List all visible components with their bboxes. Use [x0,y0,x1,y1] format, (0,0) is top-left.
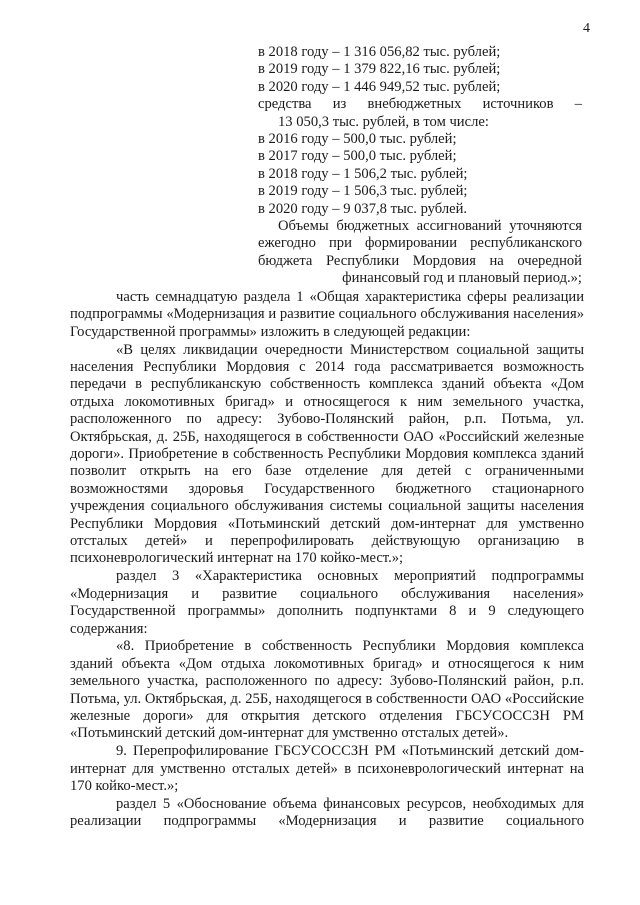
funding-line-2019: в 2019 году – 1 379 822,16 тыс. рублей; [258,61,501,78]
extrabudgetary-line-2018: в 2018 году – 1 506,2 тыс. рублей; [258,165,468,182]
paragraph-section-1-amendment: часть семнадцатую раздела 1 «Общая характеристика сферы реализации подпрограммы «Модернизация и развитие социального обслуживания населения» Государственной программы» изложить в следующей редакции: [70,289,584,340]
funding-line-2018: в 2018 году – 1 316 056,82 тыс. рублей; [258,44,501,60]
funding-column [258,44,582,288]
extrabudgetary-line-2017: в 2017 году – 500,0 тыс. рублей; [258,148,457,165]
paragraph-section-1-new-text: «В целях ликвидации очередности Министерством социальной защиты населения Республики Мордовия с 2014 года рассматривается возможность передачи в республиканскую собственность комплекса зданий объекта «Дом отдыха локомотивных бригад» и относящегося к ним земельного участка, расположенного по адресу: Зубово-Полянский район, р.п. Потьма, ул. Октябрьская, д. 25Б, находящегося в собственности ОАО «Российский железные дороги». Приобретение в собственность Республики Мордовия комплекса зданий позволит открыть на его базе отделение для детей с ограниченными возможностями здоровья Государственного бюджетного стационарного учреждения социального обслуживания системы социальной защиты населения Республики Мордовия «Потьминский детский дом-интернат для умственно отсталых детей» и перепрофилировать действующую организацию в психоневрологический интернат на 170 койко-мест.»; [70,341,584,567]
paragraph-section-3-amendment: раздел 3 «Характеристика основных мероприятий подпрограммы «Модернизация и развитие социального обслуживания населения» Государственной программы» дополнить подпунктами 8 и 9 следующего содержания: [70,568,584,637]
paragraph-subitem-9: 9. Перепрофилирование ГБСУСОССЗН РМ «Потьминский детский дом-интернат для умственно отсталых детей» в психоневрологический интернат на 170 койко-мест.»; [70,743,584,794]
note-line-1: Объемы бюджетных ассигнований уточняются [278,218,582,235]
note-line-2: ежегодно при формировании республиканского [258,235,582,252]
paragraph-section-5-amendment: раздел 5 «Обоснование объема финансовых ресурсов, необходимых для реализации подпрограммы «Модернизация и развитие социального [70,795,584,830]
extrabudgetary-total: 13 050,3 тыс. рублей, в том числе: [278,113,489,130]
page-number: 4 [583,21,590,36]
extrabudgetary-line-2016: в 2016 году – 500,0 тыс. рублей; [258,131,457,148]
document-body [70,289,584,831]
extrabudgetary-line-2020: в 2020 году – 9 037,8 тыс. рублей. [258,200,468,217]
extrabudgetary-line-2019: в 2019 году – 1 506,3 тыс. рублей; [258,183,468,200]
note-line-3: бюджета Республики Мордовия на очередной [258,252,582,269]
funding-line-2020: в 2020 году – 1 446 949,52 тыс. рублей; [258,78,501,95]
paragraph-subitem-8: «8. Приобретение в собственность Республики Мордовия комплекса зданий объекта «Дом отдыха локомотивных бригад» и относящегося к ним земельного участка, расположенного по адресу: Зубово-Полянский район, р.п. Потьма, ул. Октябрьская, д. 25Б, находящегося в собственности ОАО «Российские железные дороги» для открытия детского отделения ГБСУСОССЗН РМ «Потьминский детский дом-интернат для умственно отсталых детей». [70,638,584,742]
extrabudgetary-heading: средства из внебюджетных источников – [258,96,582,113]
note-line-4: финансовый год и плановый период.»; [342,270,582,287]
